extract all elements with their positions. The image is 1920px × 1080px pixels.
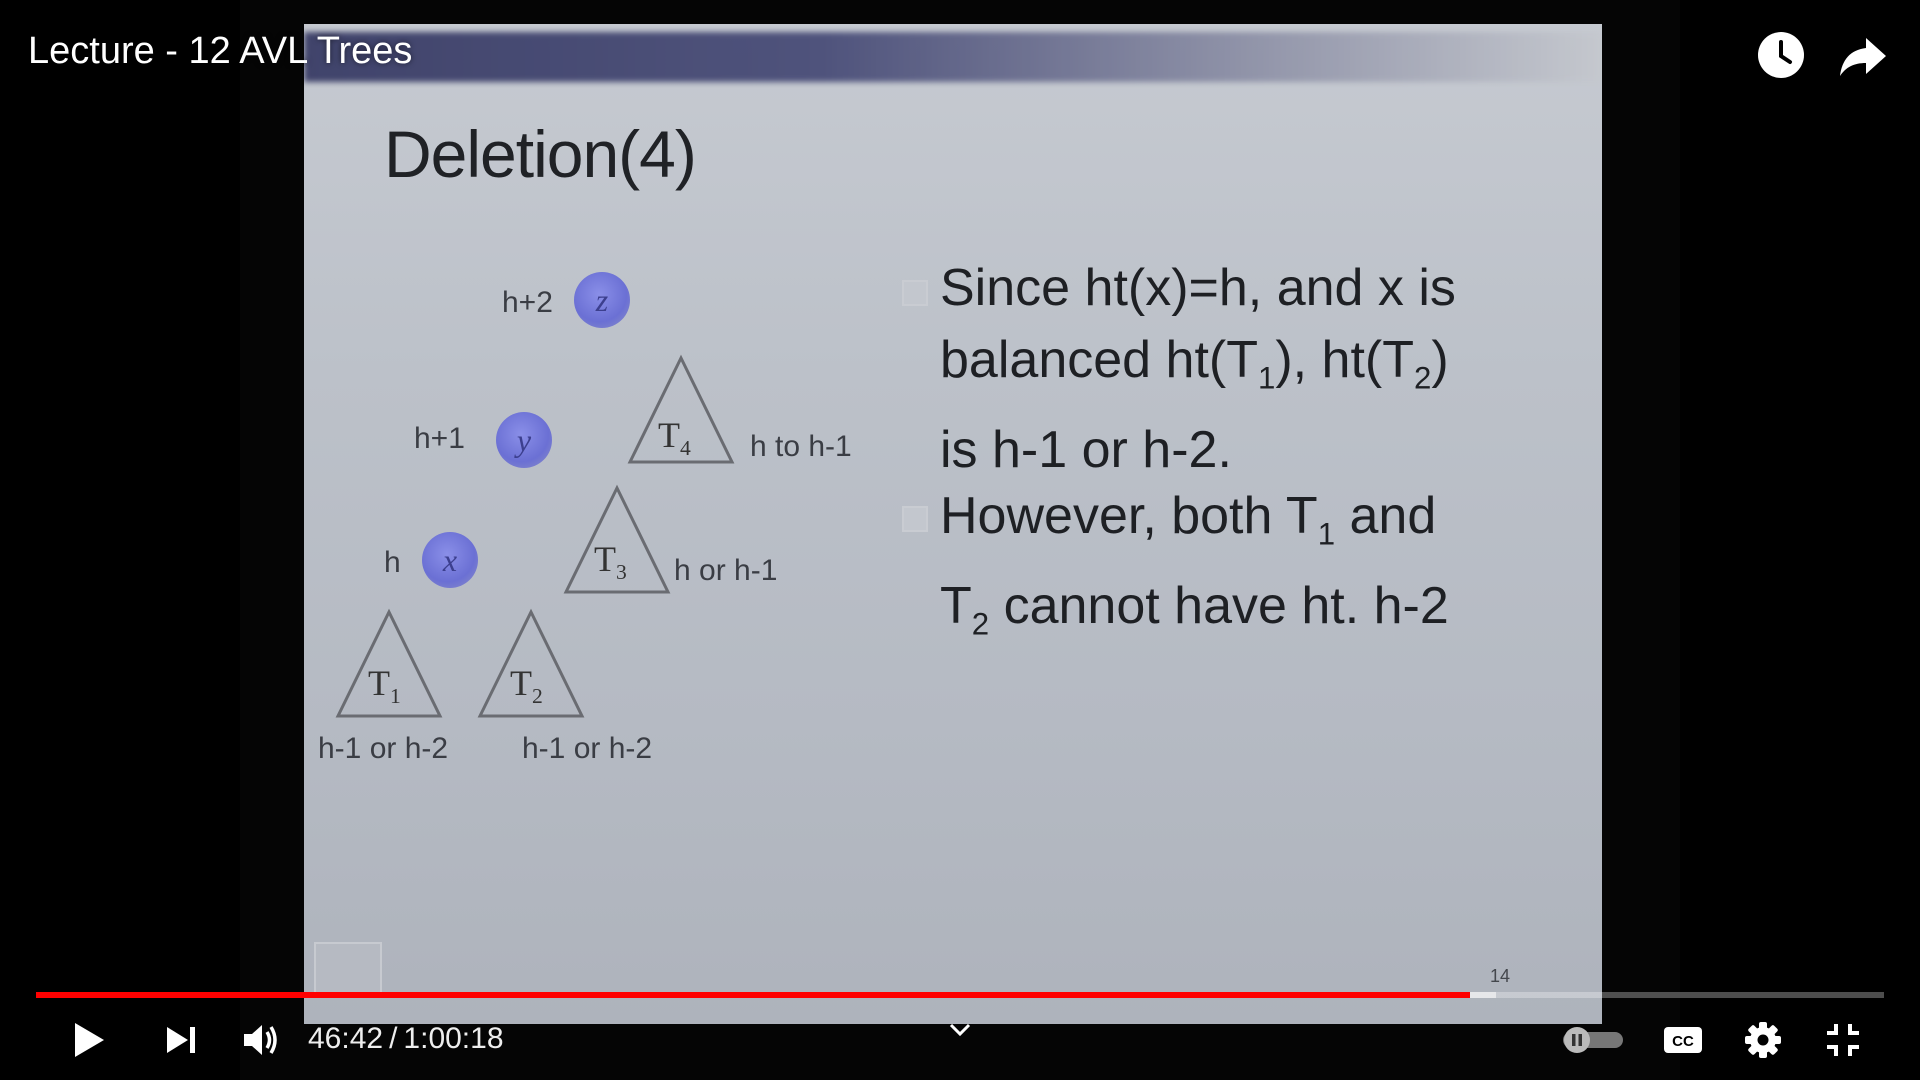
time-separator: / xyxy=(389,1022,398,1055)
slide-heading: Deletion(4) xyxy=(384,117,696,191)
exit-fullscreen-icon xyxy=(1824,1021,1862,1059)
bullet-1: Since ht(x)=h, and x is balanced $ht(T_1)$, $ht(T_2)$ is h-1 or h-2. xyxy=(940,259,1456,480)
t1-height-label: h-1 or h-2 xyxy=(318,732,449,765)
bullet-marker xyxy=(902,280,928,306)
t3-height-label: h or h-1 xyxy=(674,554,778,587)
t2-height-label: h-1 or h-2 xyxy=(522,732,653,765)
slide-title-bar xyxy=(304,32,1602,82)
settings-button[interactable] xyxy=(1736,1010,1790,1070)
duration: 1:00:18 xyxy=(403,1022,504,1055)
autoplay-toggle[interactable] xyxy=(1560,1010,1626,1070)
next-button[interactable] xyxy=(154,1010,208,1070)
node-x: x xyxy=(422,532,478,588)
slide-logo-mark xyxy=(314,942,382,994)
volume-icon xyxy=(241,1022,281,1058)
slide-page-number: 14 xyxy=(1490,966,1511,986)
current-time: 46:42 xyxy=(308,1022,384,1055)
chevron-down-icon xyxy=(948,1022,972,1038)
bullet-2: However, both $T_1$ and $T_2$ cannot have ht. h-2 xyxy=(940,487,1449,642)
player-controls xyxy=(0,1010,1920,1070)
next-icon xyxy=(164,1024,198,1056)
gear-icon xyxy=(1744,1021,1782,1059)
svg-text:CC: CC xyxy=(1672,1033,1694,1050)
volume-button[interactable] xyxy=(234,1010,288,1070)
subtree-t1-label: $T_1$ xyxy=(368,663,401,709)
clock-icon[interactable] xyxy=(1754,28,1808,82)
captions-button[interactable] xyxy=(1656,1010,1710,1070)
bullet-marker xyxy=(902,506,928,532)
x-height-label: h xyxy=(384,546,401,579)
time-display xyxy=(308,1022,504,1056)
subtree-t3-label: $T_3$ xyxy=(594,539,627,585)
subtree-t4-label: $T_4$ xyxy=(658,415,691,461)
chapters-button[interactable] xyxy=(940,1010,980,1050)
share-icon[interactable] xyxy=(1836,28,1890,82)
cc-icon xyxy=(1662,1024,1704,1056)
autoplay-toggle-icon xyxy=(1561,1025,1625,1055)
exit-fullscreen-button[interactable] xyxy=(1816,1010,1870,1070)
progress-played xyxy=(36,992,1470,998)
play-icon xyxy=(71,1020,107,1060)
t4-height-label: h to h-1 xyxy=(750,430,852,463)
node-z: z xyxy=(574,272,630,328)
lecture-slide xyxy=(304,24,1602,1024)
play-button[interactable] xyxy=(62,1010,116,1070)
video-title[interactable]: Lecture - 12 AVL Trees xyxy=(28,30,413,72)
node-y: y xyxy=(496,412,552,468)
z-height-label: h+2 xyxy=(502,286,553,319)
y-height-label: h+1 xyxy=(414,422,465,455)
subtree-t2-label: $T_2$ xyxy=(510,663,543,709)
progress-bar[interactable] xyxy=(36,988,1884,1002)
